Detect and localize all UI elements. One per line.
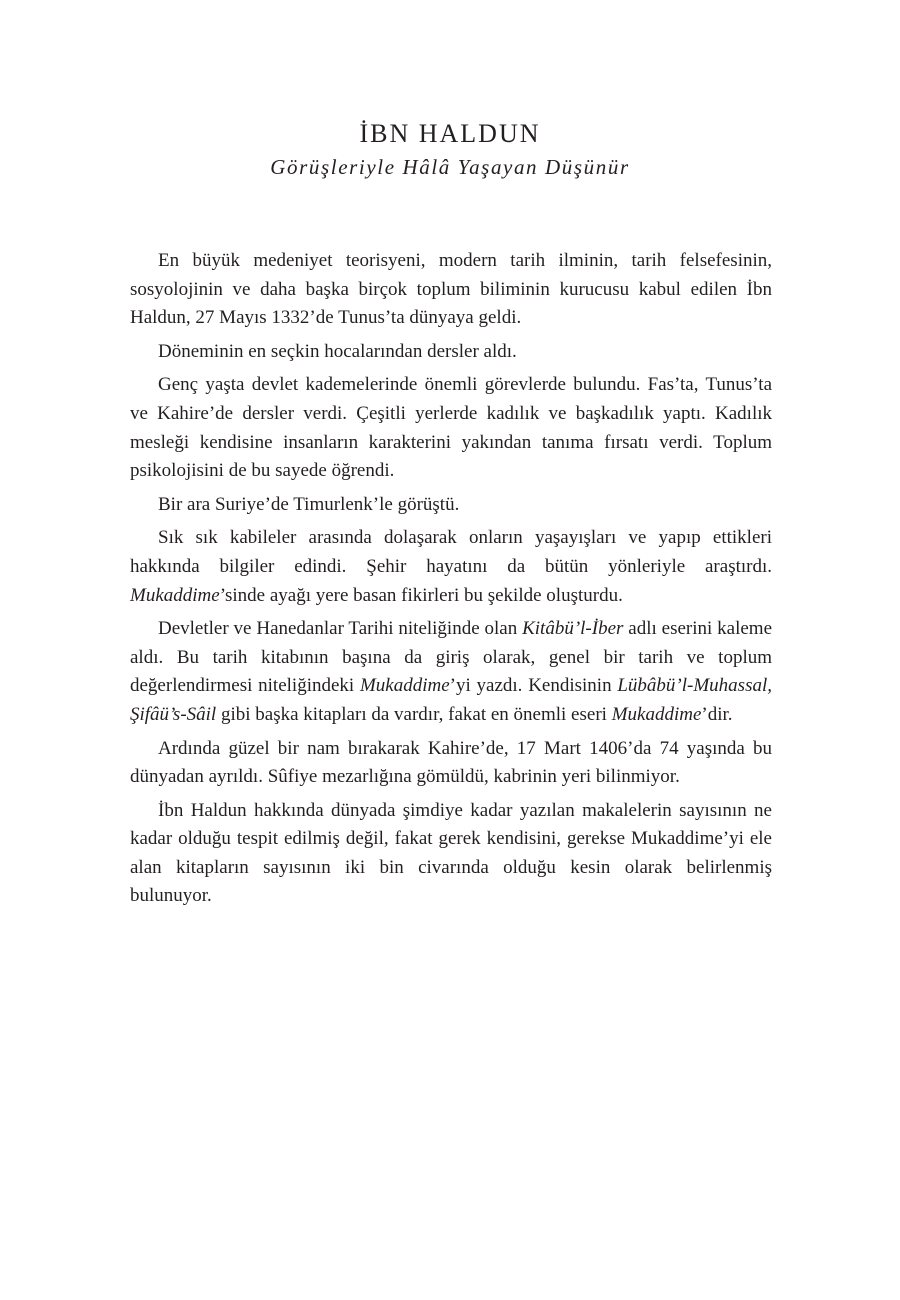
text-run: adlı eserini kaleme aldı. Bu tarih kitabının başına da giriş olarak, genel bir tarih ve toplum değerlendirmesi niteliğindeki [130,618,773,697]
paragraph [130,735,772,792]
paragraph [130,797,772,911]
body-text [130,247,772,916]
book-title-italic: Mukaddime [130,584,220,606]
text-run: Bir ara Suriye’de Timurlenk’le görüştü. [158,493,460,515]
text-run: En büyük medeniyet teorisyeni, modern tarih ilminin, tarih felsefesinin, sosyolojinin ve daha başka birçok toplum biliminin kurucusu kabul edilen İbn Haldun, 27 Mayıs 1332’de Tunus’ta dünyaya geldi. [130,250,772,329]
text-run: Sık sık kabileler arasında dolaşarak onların yaşayışları ve yapıp ettikleri hakkında bilgiler edindi. Şehir hayatını da bütün yönleriyle araştırdı. [130,527,772,577]
text-run: ’sinde ayağı yere basan fikirleri bu şekilde oluşturdu. [219,584,623,606]
paragraph [130,615,772,729]
text-run: Genç yaşta devlet kademelerinde önemli görevlerde bulundu. Fas’ta, Tunus’ta ve Kahire’de dersler verdi. Çeşitli yerlerde kadılık ve başkadılık yaptı. Kadılık mesleği kendisine insanların karakterini yakından tanıma fırsatı verdi. Toplum psikolojisini de bu sayede öğrendi. [130,374,772,482]
book-title-italic: Mukaddime [611,703,702,725]
text-run: ’dir. [701,703,733,725]
chapter-subtitle: Görüşleriyle Hâlâ Yaşayan Düşünür [270,155,630,179]
book-title-italic: Kitâbü’l-İber [522,618,624,640]
text-run: Ardında güzel bir nam bırakarak Kahire’de, 17 Mart 1406’da 74 yaşında bu dünyadan ayrıldı. Sûfiye mezarlığına gömüldü, kabrinin yeri bilinmiyor. [130,737,772,788]
paragraph [130,371,772,485]
paragraph [130,338,772,367]
text-run: Döneminin en seçkin hocalarından dersler aldı. [158,340,517,362]
chapter-header [0,118,900,182]
text-run: Devletler ve Hanedanlar Tarihi niteliğinde olan [158,618,523,640]
paragraph [130,524,772,610]
text-run: ’yi yazdı. Kendisinin [449,675,618,697]
text-run: İbn Haldun hakkında dünyada şimdiye kadar yazılan makalelerin sayısının ne kadar olduğu tespit edilmiş değil, fakat gerek kendisini, gerekse Mukaddime’yi ele alan kitapların sayısının iki bin civarında olduğu kesin olarak belirlenmiş bulunuyor. [130,799,772,907]
paragraph [130,491,772,520]
text-run: gibi başka kitapları da vardır, fakat en önemli eseri [216,703,612,725]
chapter-title: İBN HALDUN [359,119,541,148]
paragraph [130,247,772,333]
book-title-italic: Mukaddime [359,675,450,697]
book-title-italic: Lübâbü’l-Muhassal, Şifâü’s-Sâil [130,675,773,725]
